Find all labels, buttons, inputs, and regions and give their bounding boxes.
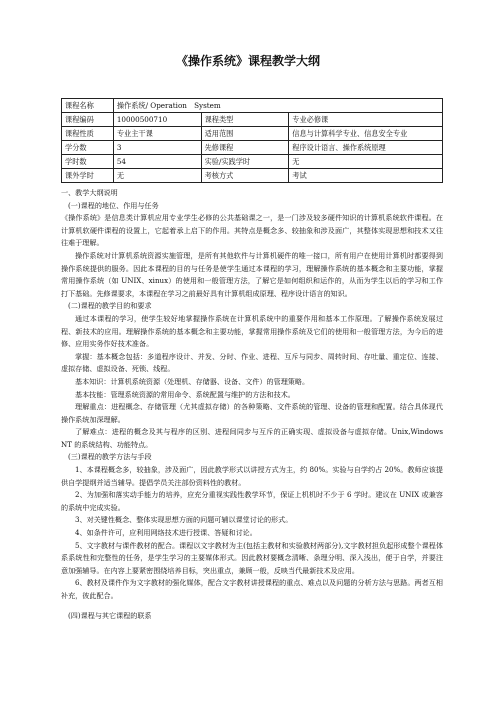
subsection-heading: (三)课程的教学方法与手段: [68, 452, 152, 462]
table-row: [62, 169, 443, 183]
subsection-heading: (四)课程与其它课程的联系: [68, 610, 152, 620]
table-row: [62, 127, 443, 141]
list-item: 6、教材及课件作为文字教材的强化媒体，配合文字教材讲授课程的重点、难点以及问题的分析方法与思路。两者互相补充，彼此配合。: [61, 578, 443, 600]
subsection-heading: (一)课程的地位、作用与任务: [68, 200, 159, 210]
paragraph: 基本技能：管理系统资源的常用命令、系统配置与维护的方法和技术。: [75, 389, 295, 399]
section-heading: 一、教学大纲说明: [61, 188, 118, 197]
table-cell: 无: [289, 155, 443, 169]
table-row: [62, 155, 443, 169]
course-info-table: [61, 98, 443, 183]
paragraph: 操作系统对计算机系统资源实施管理，是所有其他软件与计算机硬件的唯一接口，所有用户在使用计算机时都要得到操作系统提供的服务。因此本课程的目的与任务是使学生通过本课程的学习，理解操作系统的基本概念和主要功能，掌握常用操作系统（如 UNIX、xinux）的使用和一般管理方法，了解它是如何组织和运作的，从而为学生以后的学习和工作打下基础。先修课要求，本课程在学习之前最好具有计算机组成原理、程序设计语言的知识。: [61, 250, 443, 298]
table-cell: 专业必修课: [289, 113, 443, 127]
table-cell: 适用范围: [201, 127, 289, 141]
paragraph: 《操作系统》是信息类计算机应用专业学生必修的公共基础课之一，是一门涉及较多硬件知识的计算机系统软件课程。在计算机软硬件课程的设置上，它起着承上启下的作用。其特点是概念多、较抽象和涉及面广，其整体实现思想和技术又往往难于理解。: [61, 213, 443, 248]
table-cell: 54: [113, 155, 201, 169]
table-cell: 学分数: [62, 141, 114, 155]
table-cell: 考核方式: [201, 169, 289, 183]
list-item: 2、为加强和落实动手能力的培养，应充分重视实践性教学环节，保证上机机时不少于 6 学时。建议在 UNIX 或兼容的系统中完成实验。: [61, 490, 443, 512]
paragraph: 通过本课程的学习，使学生较好地掌握操作系统在计算机系统中的重要作用和基本工作原理。了解操作系统发展过程、新技术的应用。理解操作系统的基本概念和主要功能，掌握常用操作系统及它们的使用和一般管理方法，为今后的进修、应用实务作好技术准备。: [61, 313, 443, 349]
table-cell: 先修课程: [201, 141, 289, 155]
paragraph: 了解难点：进程的概念及其与程序的区别、进程间同步与互斥的正确实现、虚拟设备与虚拟存储。Unix,Windows NT 的系统结构、功能特点。: [61, 427, 443, 449]
table-cell: 信息与计算科学专业、信息安全专业: [289, 127, 443, 141]
table-cell: 课程名称: [62, 99, 114, 113]
table-cell: 考试: [289, 169, 443, 183]
list-item: 1、本课程概念多，较抽象，涉及面广，因此教学形式以讲授方式为主，约 80%。实验与自学约占 20%。教师应该提供自学提纲并适当辅导。提倡学员关注部份资料性的教材。: [61, 465, 443, 487]
table-cell: 课程编码: [62, 113, 114, 127]
table-cell: 程序设计语言、操作系统原理: [289, 141, 443, 155]
table-cell: 课外学时: [62, 169, 114, 183]
table-row: [62, 141, 443, 155]
table-cell: 3: [113, 141, 201, 155]
table-cell: 操作系统/ Operation System: [113, 99, 442, 113]
document-body: [61, 187, 443, 622]
table-cell: 10000500710: [113, 113, 201, 127]
table-row: [62, 99, 443, 113]
paragraph: 基本知识：计算机系统资源（处理机、存储器、设备、文件）的管理策略。: [75, 376, 310, 386]
table-cell: 实验/实践学时: [201, 155, 289, 169]
table-cell: 无: [113, 169, 201, 183]
table-cell: 专业主干课: [113, 127, 201, 141]
paragraph: 掌握：基本概念包括：多道程序设计、并发、分时、作业、进程、互斥与同步、周转时间、存吐量、重定位、连接、虚拟存储、虚拟设备、死锁、线程。: [61, 351, 443, 374]
list-item: 5、文字教材与课件教材的配合。课程以文字教材为主(包括主教材和实验教材两部分),文字教材担负起形成整个课程体系系统性和完整性的任务，是学生学习的主要媒体形式。因此教材要概念清晰、条理分明、深入浅出，便于自学，并要注意加强辅导。在内容上要紧密围绕培养目标，突出重点，兼顾一般，反映当代最新技术及应用。: [61, 540, 443, 575]
subsection-heading: (二)课程的教学目的和要求: [68, 301, 152, 311]
table-cell: 课程性质: [62, 127, 114, 141]
table-cell: 课程类型: [201, 113, 289, 127]
table-cell: 学时数: [62, 155, 114, 169]
table-row: [62, 113, 443, 127]
list-item: 3、对关键性概念、整体实现思想方面的问题可辅以课堂讨论的形式。: [75, 515, 293, 525]
list-item: 4、如条件许可，应利用网络技术进行授课、答疑和讨论。: [75, 528, 257, 538]
document-title: 《操作系统》课程教学大纲: [175, 54, 320, 68]
paragraph: 理解重点：进程概念、存储管理（尤其虚拟存储）的各种策略、文件系统的管理、设备的管理和配置。结合具体现代操作系统加深理解。: [61, 402, 443, 424]
